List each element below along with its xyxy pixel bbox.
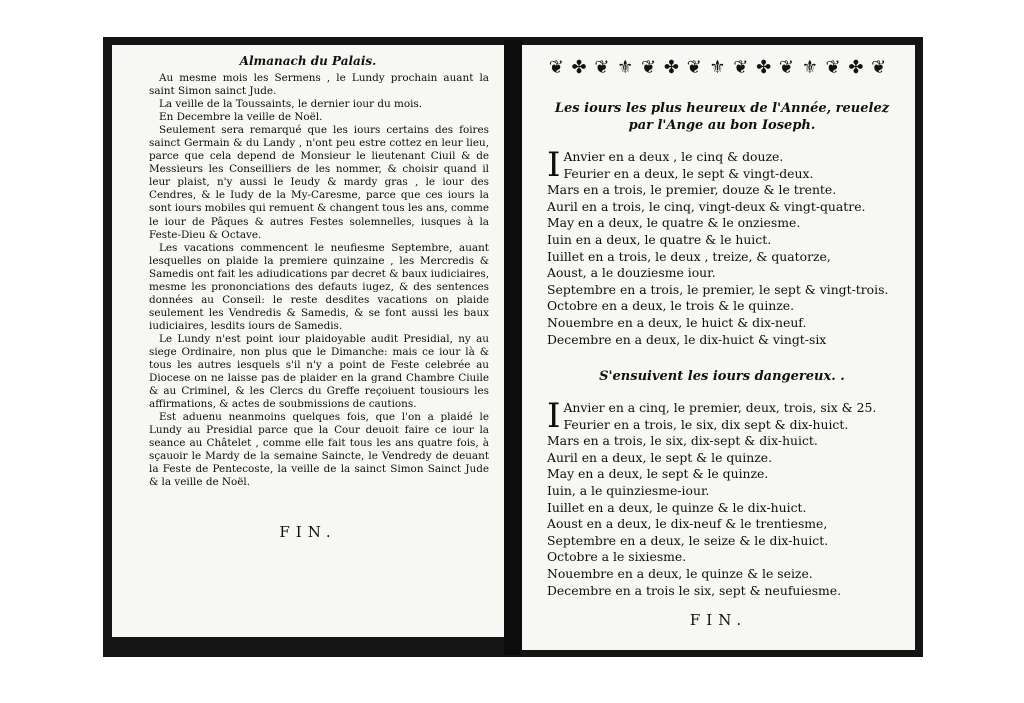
dropcap-i: I: [547, 145, 561, 185]
dangerous-day-row: Auril en a deux, le sept & le quinze.: [547, 449, 773, 465]
dangerous-day-row: Feurier en a trois, le six, dix sept & dix-huict.: [563, 416, 849, 432]
happy-day-row: Nouembre en a deux, le huict & dix-neuf.: [547, 314, 807, 330]
running-head: Almanach du Palais.: [239, 54, 377, 68]
left-fin: FIN.: [279, 523, 337, 541]
happy-day-row: Auril en a trois, le cinq, vingt-deux & vingt-quatre.: [547, 198, 866, 214]
heading-happy-days: Les iours les plus heureux de l'Année, reuelez par l'Ange au bon Ioseph.: [554, 101, 890, 133]
dangerous-day-row: Iuin, a le quinziesme-iour.: [547, 482, 710, 498]
paragraph-sermens: Au mesme mois les Sermens , le Lundy prochain auant la saint Simon sainct Jude.: [149, 72, 489, 98]
happy-day-row: Iuin en a deux, le quatre & le huict.: [547, 231, 772, 247]
happy-day-row: Feurier en a deux, le sept & vingt-deux.: [563, 165, 814, 181]
paragraph-presidial: Est aduenu neanmoins quelques fois, que l'on a plaidé le Lundy au Presidial parce que la Cour deuoit faire ce iour la seance au Châtelet , comme elle fait tous les ans quatre fois, à sçauoir le Mardy de la semaine Saincte, le Vendredy de deuant la Feste de Pentecoste, la veille de la sainct Simon Sainct Jude & la veille de Noël.: [149, 411, 489, 489]
paragraph-toussaints: La veille de la Toussaints, le dernier iour du mois.: [159, 98, 423, 111]
dangerous-day-row: Aoust en a deux, le dix-neuf & le trentiesme,: [547, 516, 828, 532]
happy-day-row: Mars en a trois, le premier, douze & le trente.: [547, 182, 837, 198]
happy-day-row: May en a deux, le quatre & le onziesme.: [547, 215, 801, 231]
right-page: [522, 45, 915, 650]
happy-day-row: Iuillet en a trois, le deux , treize, & quatorze,: [547, 248, 831, 264]
happy-day-row: Septembre en a trois, le premier, le sept & vingt-trois.: [547, 281, 889, 297]
happy-day-row: Aoust, a le douziesme iour.: [547, 265, 716, 281]
dangerous-day-row: Decembre en a trois le six, sept & neufuiesme.: [547, 582, 842, 598]
dangerous-day-row: Mars en a trois, le six, dix-sept & dix-huict.: [547, 433, 818, 449]
right-fin: FIN.: [689, 611, 748, 629]
dangerous-day-0: Anvier en a cinq, le premier, deux, trois, six & 25.: [563, 400, 877, 415]
dangerous-days-list: [547, 396, 892, 599]
happy-days-list: [547, 145, 892, 348]
happy-day-row: Octobre en a deux, le trois & le quinze.: [547, 298, 795, 314]
dropcap-i: I: [547, 396, 561, 436]
paragraph-foires: Seulement sera remarqué que les iours certains des foires sainct Germain & du Landy , n'ont peu estre cottez en leur lieu, parce que cela depend de Monsieur le lieutenant Ciuil & de Messieurs les Conseilliers de les nommer, & choisir quand il leur plaist, n'y aussi le Ieudy & mardy gras , le iour des Cendres, & le Iudy de la My-Caresme, parce que ces iours la sont iours mobiles qui remuent & changent tous les ans, comme le iour de Pâques & autres Festes solemnelles, iusques à la Feste-Dieu & Octave.: [149, 124, 489, 241]
left-page-text: [149, 72, 489, 490]
happy-day-0: Anvier en a deux , le cinq & douze.: [563, 149, 784, 164]
book-gutter: [504, 40, 522, 655]
dangerous-day-row: Octobre a le sixiesme.: [547, 549, 687, 565]
dangerous-day-row: Nouembre en a deux, le quinze & le seize.: [547, 565, 813, 581]
left-page: [112, 45, 504, 637]
paragraph-noel: En Decembre la veille de Noël.: [159, 111, 323, 124]
ornament-band: ❦ ✤ ❦ ⚜ ❦ ✤ ❦ ⚜ ❦ ✤ ❦ ⚜ ❦ ✤ ❦: [548, 57, 888, 78]
dangerous-day-row: Septembre en a deux, le seize & le dix-huict.: [547, 532, 829, 548]
dangerous-day-row: Iuillet en a deux, le quinze & le dix-huict.: [547, 499, 807, 515]
paragraph-lundy: Le Lundy n'est point iour plaidoyable audit Presidial, ny au siege Ordinaire, non plus que le Dimanche: mais ce iour là & tous les autres iesquels s'il n'y a point de Feste celebrée au Diocese on ne laisse pas de plaider en la grand Chambre Ciuile & au Criminel, & les Clercs du Greffe reçoiuent tousiours les affirmations, & actes de soubmissions de cautions.: [149, 332, 489, 411]
happy-day-row: Decembre en a deux, le dix-huict & vingt-six: [547, 331, 827, 347]
dangerous-day-row: May en a deux, le sept & le quinze.: [547, 466, 769, 482]
heading-dangerous-days: S'ensuivent les iours dangereux. .: [599, 369, 845, 384]
paragraph-vacations: Les vacations commencent le neufiesme Septembre, auant lesquelles on plaide la premiere quinzaine , les Mercredis & Samedis ont fait les adiudications par decret & baux iudiciaires, mesme les prononciations des defauts iugez, & des sentences données au Conseil: le reste desdites vacations on plaide seulement les Vendredis & Samedis, & se font aussi les baux iudiciaires, lesdits iours de Samedis.: [149, 241, 489, 332]
